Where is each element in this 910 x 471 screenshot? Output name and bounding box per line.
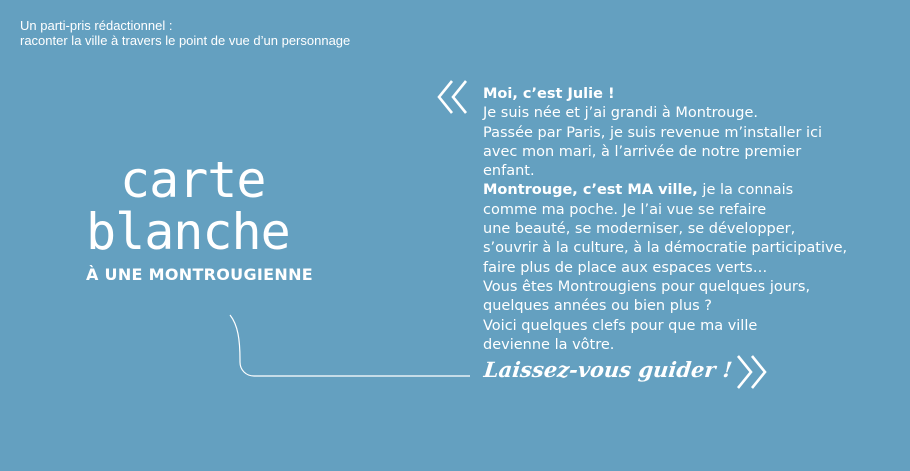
title-line-carte: carte [120,151,266,209]
story-highlight: Montrouge, c’est MA ville, [483,182,698,199]
subtitle: À UNE MONTROUGIENNE [86,265,314,284]
story-text [483,85,903,355]
story-line: Voici quelques clefs pour que ma ville [483,317,758,334]
double-chevron-left-icon [435,77,475,117]
story-line: devienne la vôtre. [483,336,615,353]
story-line: une beauté, se moderniser, se développer, [483,221,796,238]
story-line: s’ouvrir à la culture, à la démocratie participative, [483,240,848,257]
story-highlight-line [483,181,903,200]
story-line: quelques années ou bien plus ? [483,298,712,315]
intro-line-2: raconter la ville à travers le point de vue d’un personnage [20,33,351,48]
story-highlight-rest: je la connais [697,182,794,199]
intro-line-1: Un parti-pris rédactionnel : [20,18,173,33]
story-line: enfant. [483,163,535,180]
title-line-blanche: blanche [86,203,290,261]
story-greeting: Moi, c’est Julie ! [483,86,615,102]
story-line: faire plus de place aux espaces verts… [483,259,768,276]
story-line: Je suis née et j’ai grandi à Montrouge. [483,105,759,122]
story-line: Passée par Paris, je suis revenue m’installer ici [483,124,823,141]
story-line: Vous êtes Montrougiens pour quelques jours, [483,278,811,295]
double-chevron-right-icon [733,352,773,392]
story-line: avec mon mari, à l’arrivée de notre premier [483,143,802,160]
cta-guide-text: Laissez-vous guider ! [482,357,734,382]
story-line: comme ma poche. Je l’ai vue se refaire [483,201,767,218]
